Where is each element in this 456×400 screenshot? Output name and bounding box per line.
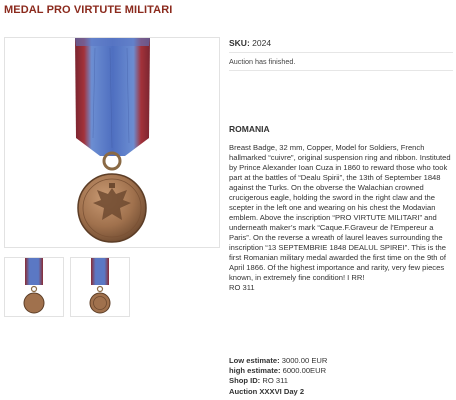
low-estimate-value: 3000.00 EUR [281,356,328,365]
sku-label: SKU: [229,38,250,48]
medal-image [5,38,219,247]
country-heading: ROMANIA [229,124,270,134]
sku-line [229,38,453,48]
auction-status: Auction has finished. [229,57,296,66]
thumbnail-reverse[interactable] [70,257,130,317]
divider [229,52,453,53]
estimates-block [229,356,453,397]
thumbnail-obverse-image [5,258,63,316]
shop-id [229,376,453,386]
divider [229,70,453,71]
high-estimate-label: high estimate: [229,366,281,376]
page-title: MEDAL PRO VIRTUTE MILITARI [4,4,173,16]
main-product-image[interactable] [4,37,220,248]
low-estimate [229,356,453,366]
description-text: Breast Badge, 32 mm, Copper, Model for Soldiers, French hallmarked “cuivre”, original suspension ring and ribbon. Instituted by Prince Alexander Ioan Cuza in 1860 to reward those who took part at the battles of “Dealu Spirii”, the 13th of September 1848 against the Turks. On the obverse the Walachian crowned crucigerous eagle, holding the sword in the right claw and the scepter in the left one and wearing on his chest the Modavian emblem. Above the inscription “PRO VIRTUTE MILITARI” and underneath maker’s mark “Caque.F.Graveur de l’Empereur a Paris”. On the reverse a wreath of laurel leaves surrounding the inscription “13 SEPTEMBRIE 1848 DEALUL SPIREI”. This is the first Romanian military medal awarded the first time on the 9th of April 1866. Of the highest importance and rarity, very few pieces known, in extremely fine condition! I RR! [229,143,451,282]
thumbnail-obverse[interactable] [4,257,64,317]
thumbnail-reverse-image [71,258,129,316]
high-estimate [229,366,453,376]
high-estimate-value: 6000.00EUR [282,366,327,376]
shop-id-value: RO 311 [262,376,288,386]
shop-id-label: Shop ID: [229,376,261,386]
sku-value: 2024 [252,38,272,48]
auction-name [229,387,453,397]
low-estimate-label: Low estimate: [229,356,280,365]
lot-reference: RO 311 [229,283,255,292]
lot-description [229,143,453,293]
auction-name-text: Auction XXXVI Day 2 [229,386,305,396]
